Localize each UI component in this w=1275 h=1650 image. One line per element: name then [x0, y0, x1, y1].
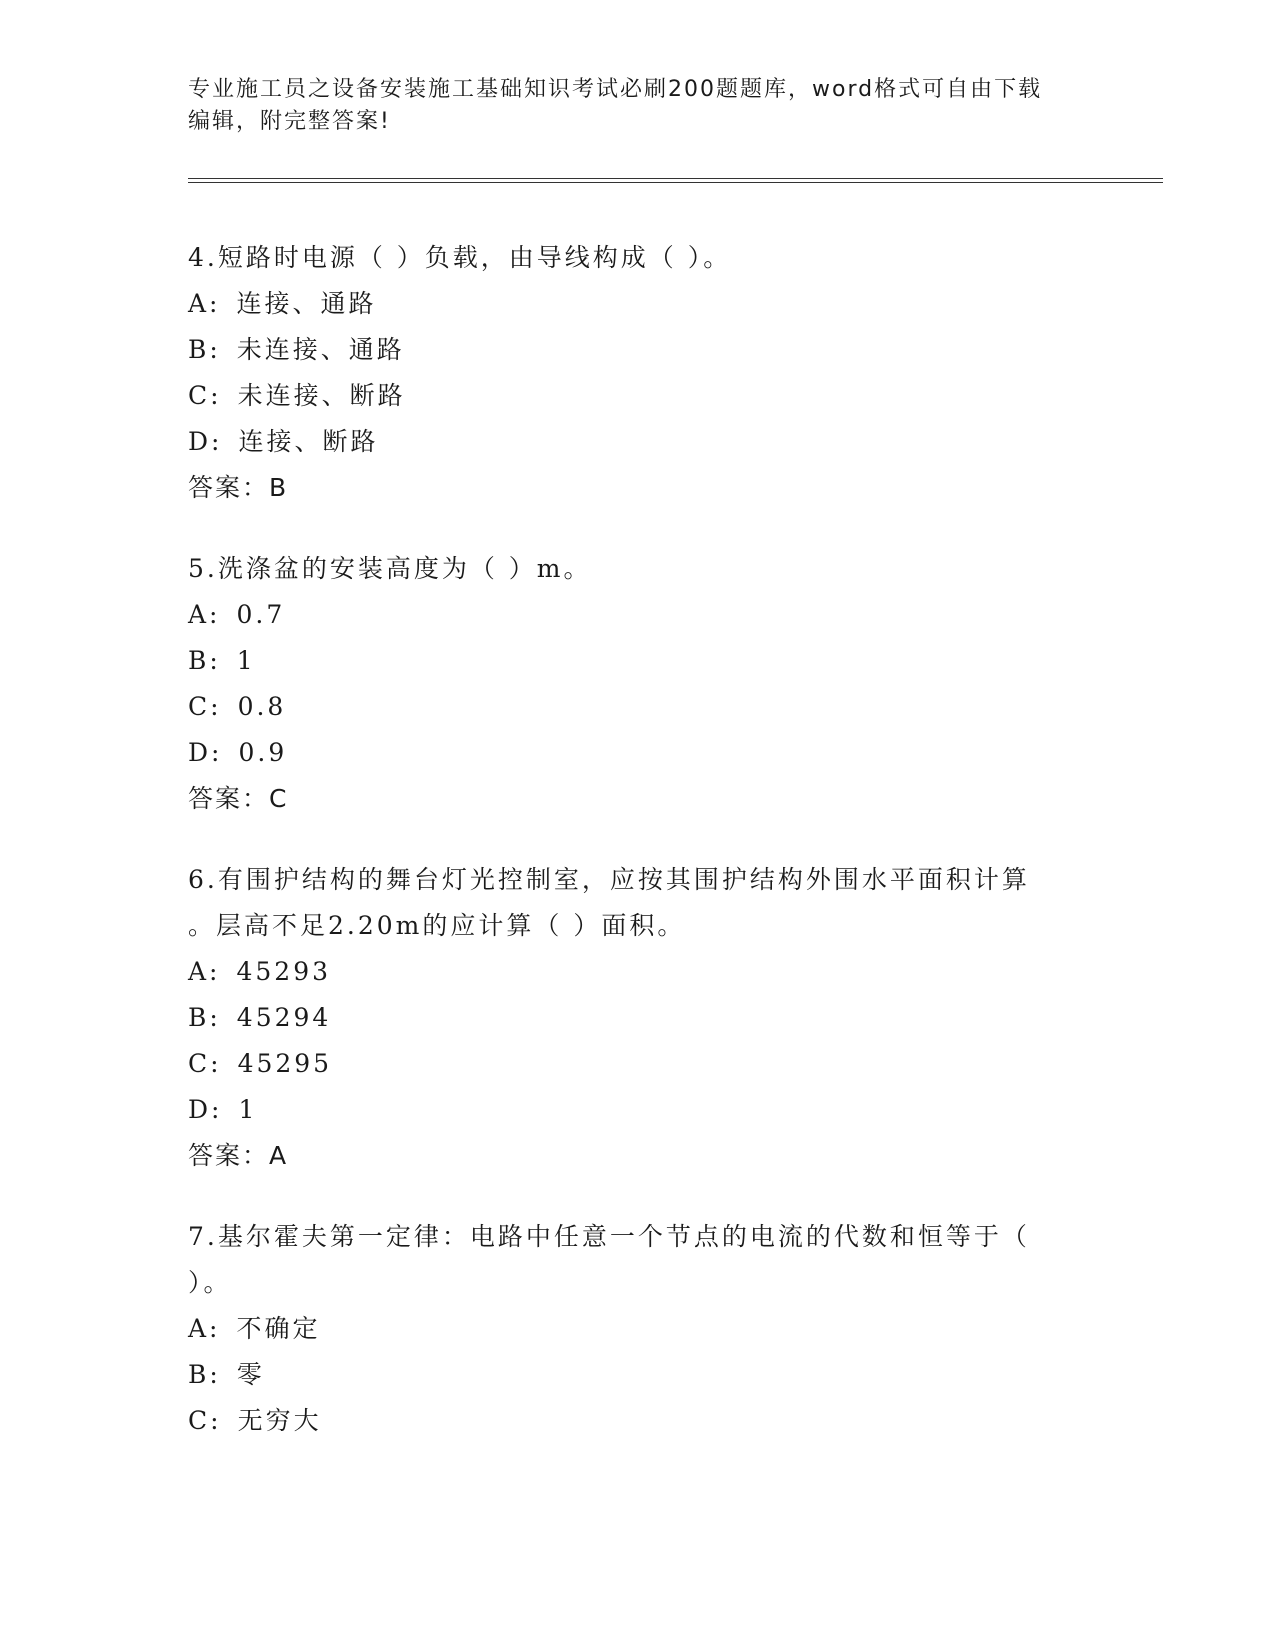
header-divider-bottom — [188, 182, 1163, 183]
option-letter: A: — [188, 957, 221, 986]
option-text: 45295 — [237, 1049, 333, 1078]
option-c — [188, 373, 1088, 419]
option-a — [188, 949, 1088, 995]
question-text — [188, 235, 1088, 281]
question-stem: 短路时电源（ ）负载，由导线构成（ ）。 — [217, 243, 732, 272]
question-text-continued: ）。 — [188, 1268, 232, 1297]
option-letter: B: — [188, 646, 221, 675]
option-letter: B: — [188, 335, 221, 364]
answer-line — [188, 1133, 1088, 1179]
option-b — [188, 327, 1088, 373]
option-text: 0.8 — [237, 692, 287, 721]
option-c — [188, 1398, 1088, 1444]
question-list — [188, 235, 1088, 1479]
question-stem: 基尔霍夫第一定律：电路中任意一个节点的电流的代数和恒等于（ — [217, 1222, 1030, 1251]
option-text: 0.7 — [236, 600, 286, 629]
question-5 — [188, 546, 1088, 822]
question-text-continued: 。层高不足2.20m的应计算（ ）面积。 — [188, 911, 686, 940]
option-d — [188, 730, 1088, 776]
question-stem: 洗涤盆的安装高度为（ ）m。 — [217, 554, 592, 583]
option-letter: D: — [188, 1095, 223, 1124]
answer-value: C — [269, 784, 289, 813]
header-line-2: 编辑，附完整答案! — [188, 109, 391, 134]
option-text: 未连接、断路 — [237, 381, 406, 410]
option-letter: A: — [188, 1314, 221, 1343]
option-text: 连接、通路 — [236, 289, 377, 318]
option-text: 零 — [236, 1360, 265, 1389]
option-d — [188, 1087, 1088, 1133]
option-letter: B: — [188, 1003, 221, 1032]
option-letter: C: — [188, 381, 222, 410]
option-text: 0.9 — [238, 738, 288, 767]
option-letter: A: — [188, 600, 221, 629]
option-letter: C: — [188, 692, 222, 721]
option-letter: D: — [188, 738, 223, 767]
option-text: 45294 — [236, 1003, 332, 1032]
question-text — [188, 857, 1088, 903]
answer-value: B — [269, 473, 289, 502]
option-b — [188, 638, 1088, 684]
question-number: 5. — [188, 554, 218, 583]
answer-line — [188, 465, 1088, 511]
option-b — [188, 995, 1088, 1041]
header-divider-top — [188, 178, 1163, 179]
option-text: 1 — [238, 1095, 258, 1124]
answer-label: 答案： — [188, 473, 270, 502]
question-number: 4. — [188, 243, 218, 272]
option-c — [188, 684, 1088, 730]
question-6 — [188, 857, 1088, 1179]
option-text: 不确定 — [236, 1314, 321, 1343]
question-number: 6. — [188, 865, 218, 894]
document-header — [188, 74, 1088, 138]
option-text: 连接、断路 — [238, 427, 379, 456]
question-number: 7. — [188, 1222, 218, 1251]
option-text: 无穷大 — [237, 1406, 322, 1435]
question-7 — [188, 1214, 1088, 1444]
option-letter: A: — [188, 289, 221, 318]
option-letter: B: — [188, 1360, 221, 1389]
answer-line — [188, 776, 1088, 822]
question-text — [188, 546, 1088, 592]
answer-value: A — [269, 1141, 289, 1170]
option-a — [188, 281, 1088, 327]
option-b — [188, 1352, 1088, 1398]
option-a — [188, 592, 1088, 638]
option-text: 未连接、通路 — [236, 335, 405, 364]
header-line-1: 专业施工员之设备安装施工基础知识考试必刷200题题库，word格式可自由下载 — [188, 77, 1043, 102]
answer-label: 答案： — [188, 784, 270, 813]
option-text: 45293 — [236, 957, 332, 986]
option-letter: C: — [188, 1049, 222, 1078]
option-a — [188, 1306, 1088, 1352]
question-text — [188, 1214, 1088, 1260]
option-c — [188, 1041, 1088, 1087]
option-letter: D: — [188, 427, 223, 456]
question-4 — [188, 235, 1088, 511]
option-text: 1 — [236, 646, 256, 675]
answer-label: 答案： — [188, 1141, 270, 1170]
option-letter: C: — [188, 1406, 222, 1435]
question-stem: 有围护结构的舞台灯光控制室，应按其围护结构外围水平面积计算 — [217, 865, 1030, 894]
option-d — [188, 419, 1088, 465]
